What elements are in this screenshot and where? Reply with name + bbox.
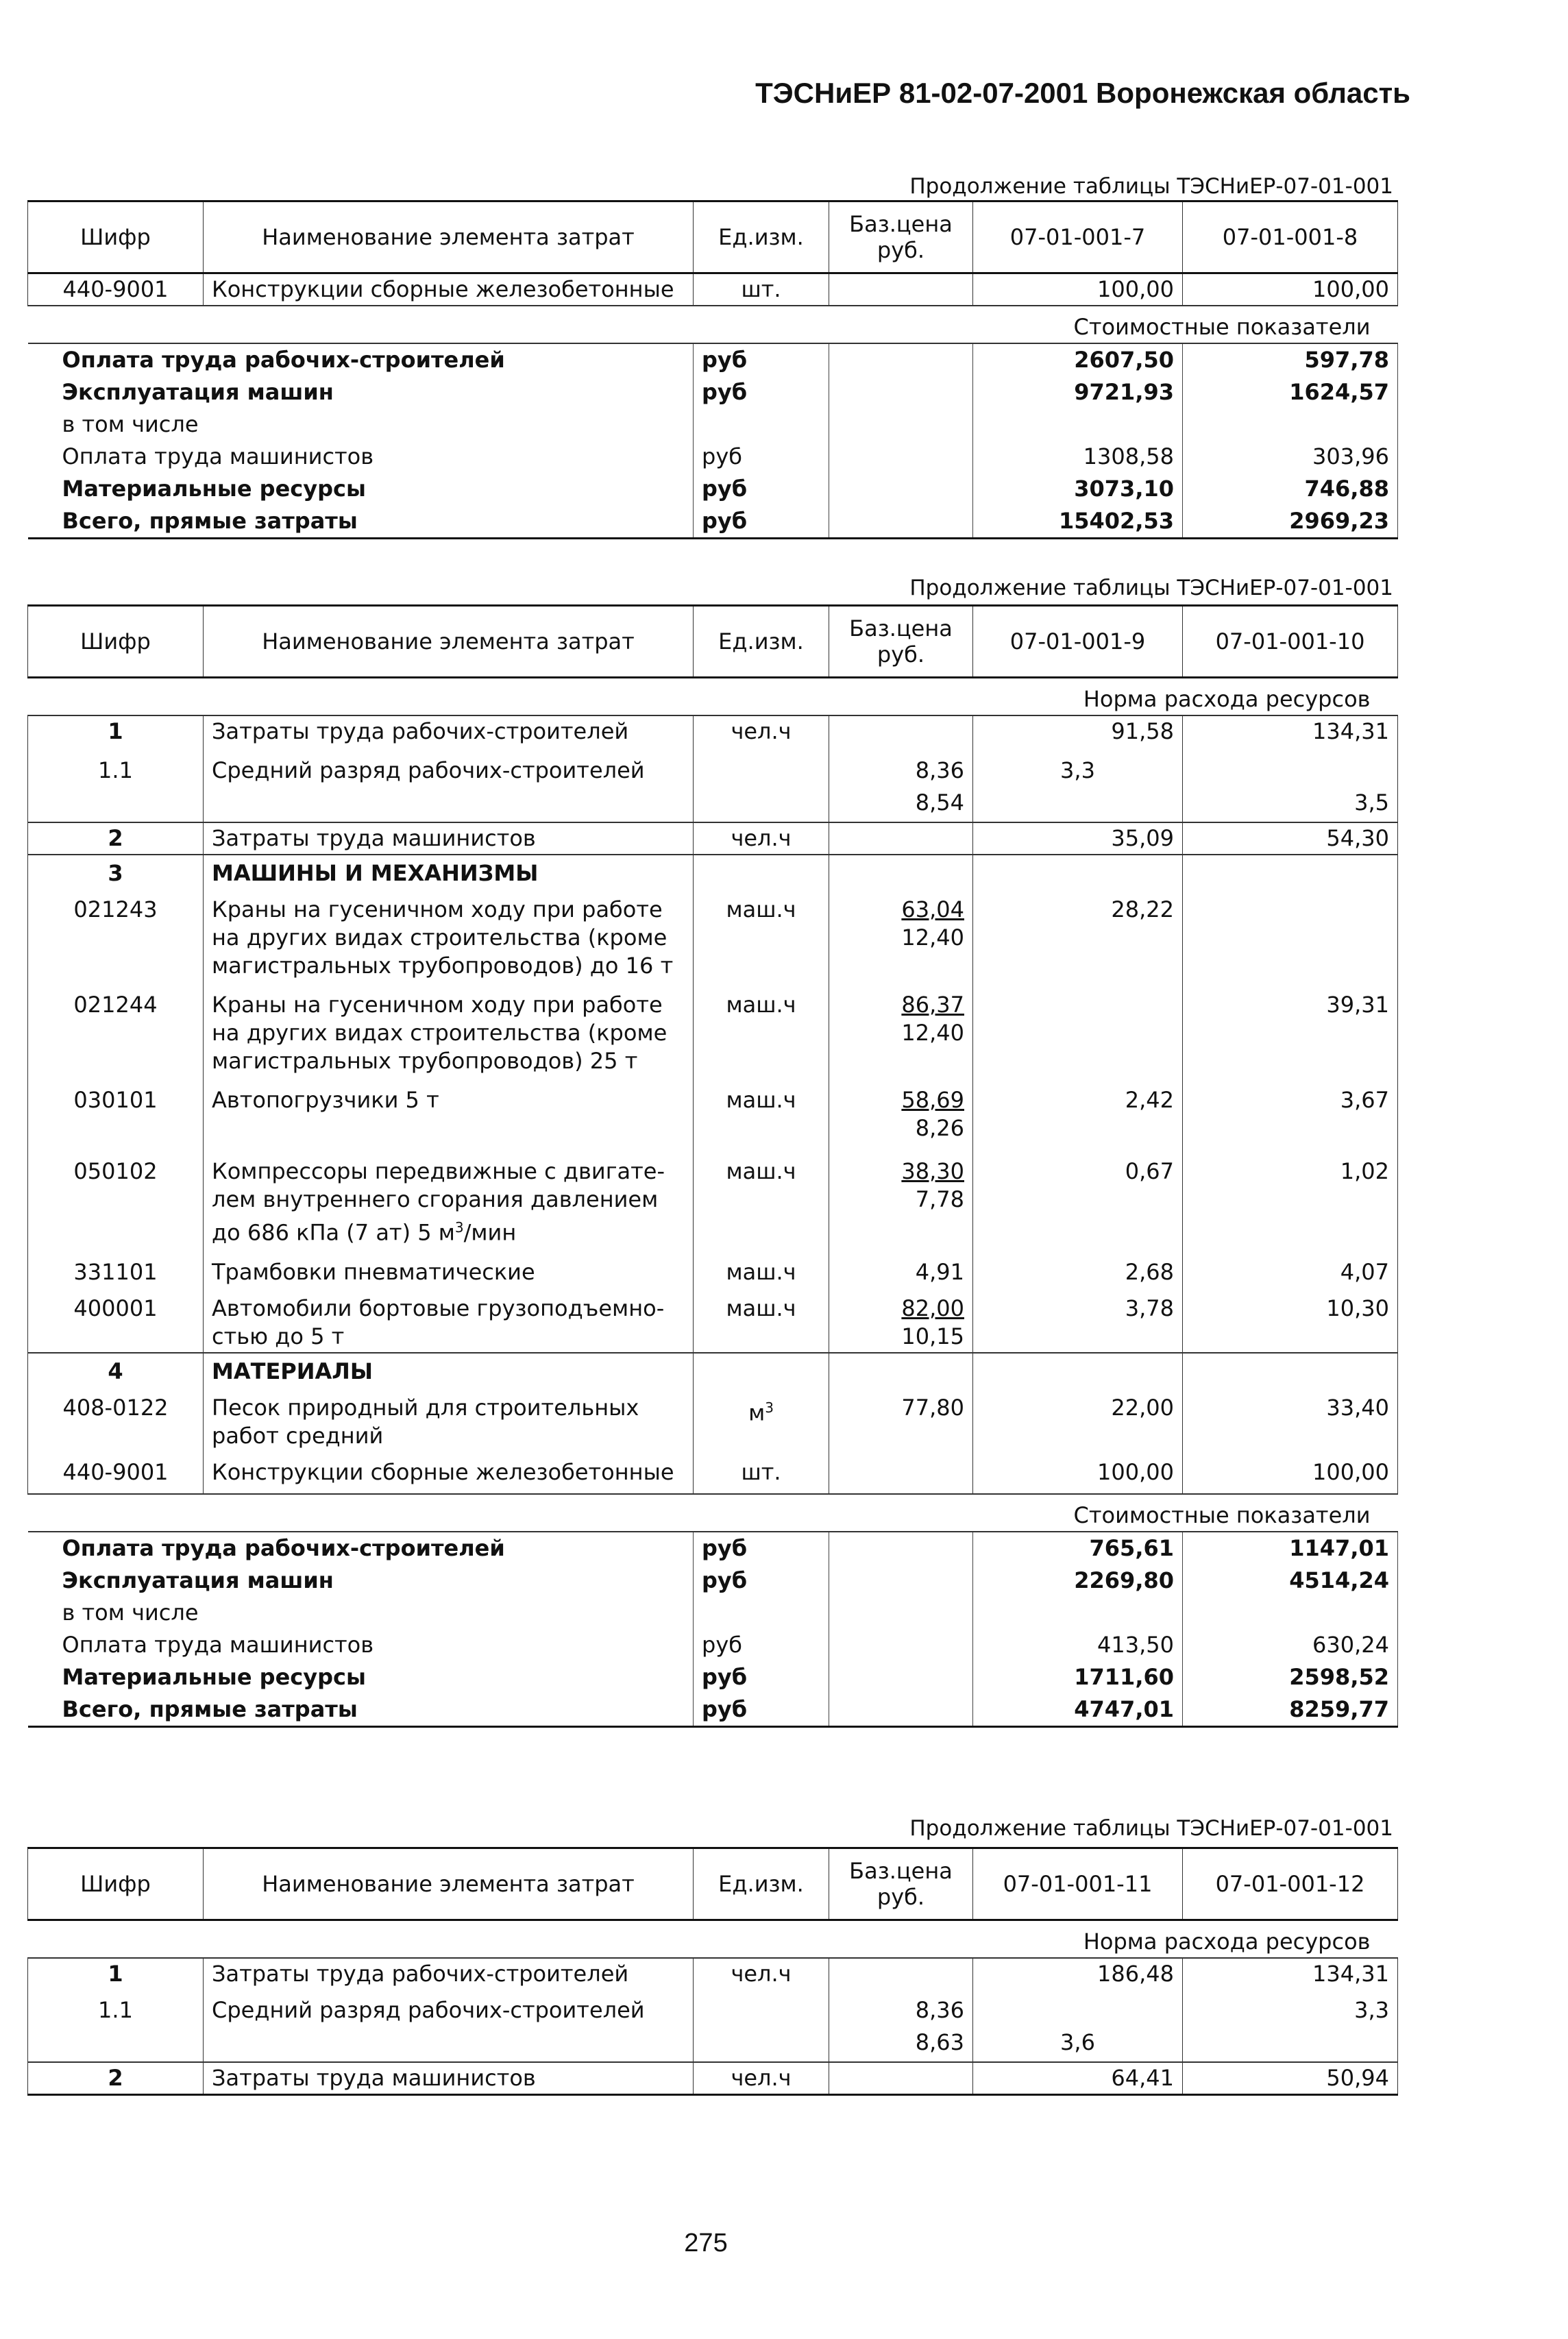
table-row: 2 Затраты труда машинистов чел.ч 35,09 54,30 <box>28 822 1398 855</box>
continuation-caption-3: Продолжение таблицы ТЭСНиЕР-07-01-001 <box>909 1816 1393 1841</box>
section-row: 3 МАШИНЫ И МЕХАНИЗМЫ <box>28 855 1398 889</box>
band-row: Стоимостные показатели <box>28 1494 1398 1532</box>
table-row: 440-9001 Конструкции сборные железобетонные шт. 100,00 100,00 <box>28 273 1398 306</box>
cost-row: Материальные ресурсы руб 1711,60 2598,52 <box>28 1661 1398 1693</box>
resource-table-1 <box>27 200 1398 539</box>
cost-row: Материальные ресурсы руб 3073,10 746,88 <box>28 473 1398 505</box>
cost-row: Всего, прямые затраты руб 4747,01 8259,77 <box>28 1693 1398 1727</box>
continuation-caption-1: Продолжение таблицы ТЭСНиЕР-07-01-001 <box>909 174 1393 199</box>
table-row: 050102 Компрессоры передвижные с двигате- лем внутреннего сгорания давлением до 686 кПа (7 ат) 5 $м^3$/мин маш.ч 38,30 7,78 0,67 1,02 <box>28 1144 1398 1249</box>
col-norm1-header: 07-01-001-7 <box>973 201 1183 273</box>
col-name-header: Наименование элемента затрат <box>204 201 694 273</box>
page-header: ТЭСНиЕР 81-02-07-2001 Воронежская область <box>755 77 1410 109</box>
col-code-header: Шифр <box>28 606 204 678</box>
col-price-header: Баз.цена руб. <box>829 1848 973 1920</box>
cost-row: Оплата труда машинистов руб 1308,58 303,96 <box>28 441 1398 473</box>
col-norm1-header: 07-01-001-11 <box>973 1848 1183 1920</box>
col-code-header: Шифр <box>28 1848 204 1920</box>
cost-row: в том числе <box>28 408 1398 441</box>
column-header-row <box>28 1848 1398 1920</box>
col-price-header: Баз.цена руб. <box>829 606 973 678</box>
band-row: Стоимостные показатели <box>28 306 1398 343</box>
cost-row: Всего, прямые затраты руб 15402,53 2969,23 <box>28 505 1398 539</box>
col-name-header: Наименование элемента затрат <box>204 1848 694 1920</box>
column-header-row <box>28 606 1398 678</box>
table-row: 021244 Краны на гусеничном ходу при работе на других видах строительства (кроме магистральных трубопроводов) 25 т маш.ч 86,37 12,40 39,31 <box>28 981 1398 1077</box>
col-unit-header: Ед.изм. <box>694 201 829 273</box>
section-row: 4 МАТЕРИАЛЫ <box>28 1353 1398 1387</box>
column-header-row <box>28 201 1398 273</box>
col-norm2-header: 07-01-001-12 <box>1183 1848 1398 1920</box>
cost-row: в том числе <box>28 1597 1398 1629</box>
col-name-header: Наименование элемента затрат <box>204 606 694 678</box>
col-norm2-header: 07-01-001-10 <box>1183 606 1398 678</box>
band-row: Норма расхода ресурсов <box>28 678 1398 716</box>
col-code-header: Шифр <box>28 201 204 273</box>
table-row: 440-9001 Конструкции сборные железобетонные шт. 100,00 100,00 <box>28 1452 1398 1494</box>
cost-row: Оплата труда машинистов руб 413,50 630,24 <box>28 1629 1398 1661</box>
cost-row: Эксплуатация машин руб 2269,80 4514,24 <box>28 1565 1398 1597</box>
col-unit-header: Ед.изм. <box>694 606 829 678</box>
table-row: 030101 Автопогрузчики 5 т маш.ч 58,69 8,26 2,42 3,67 <box>28 1077 1398 1144</box>
cost-row: Оплата труда рабочих-строителей руб 2607,50 597,78 <box>28 343 1398 376</box>
page-number: 275 <box>684 2229 728 2257</box>
table-row: 400001 Автомобили бортовые грузоподъемно- стью до 5 т маш.ч 82,00 10,15 3,78 10,30 <box>28 1288 1398 1353</box>
band-row: Норма расхода ресурсов <box>28 1920 1398 1959</box>
col-norm2-header: 07-01-001-8 <box>1183 201 1398 273</box>
table-row: 1.1 Средний разряд рабочих-строителей 8,36 8,54 3,3 3,5 <box>28 747 1398 822</box>
resource-table-3 <box>27 1847 1398 2096</box>
cost-row: Оплата труда рабочих-строителей руб 765,61 1147,01 <box>28 1532 1398 1565</box>
col-unit-header: Ед.изм. <box>694 1848 829 1920</box>
col-price-header: Баз.цена руб. <box>829 201 973 273</box>
continuation-caption-2: Продолжение таблицы ТЭСНиЕР-07-01-001 <box>909 576 1393 600</box>
table-row: 1 Затраты труда рабочих-строителей чел.ч 91,58 134,31 <box>28 715 1398 747</box>
table-row: 2 Затраты труда машинистов чел.ч 64,41 50,94 <box>28 2062 1398 2095</box>
table-row: 1.1 Средний разряд рабочих-строителей 8,36 8,63 3,6 3,3 <box>28 1989 1398 2062</box>
table-row: 408-0122 Песок природный для строительных работ средний $м^3$ 77,80 22,00 33,40 <box>28 1387 1398 1452</box>
table-row: 331101 Трамбовки пневматические маш.ч 4,91 2,68 4,07 <box>28 1249 1398 1288</box>
cost-row: Эксплуатация машин руб 9721,93 1624,57 <box>28 376 1398 408</box>
table-row: 1 Затраты труда рабочих-строителей чел.ч 186,48 134,31 <box>28 1958 1398 1989</box>
resource-table-2 <box>27 604 1398 1728</box>
col-norm1-header: 07-01-001-9 <box>973 606 1183 678</box>
table-row: 021243 Краны на гусеничном ходу при работе на других видах строительства (кроме магистральных трубопроводов) до 16 т маш.ч 63,04 12,40 28,22 <box>28 889 1398 981</box>
